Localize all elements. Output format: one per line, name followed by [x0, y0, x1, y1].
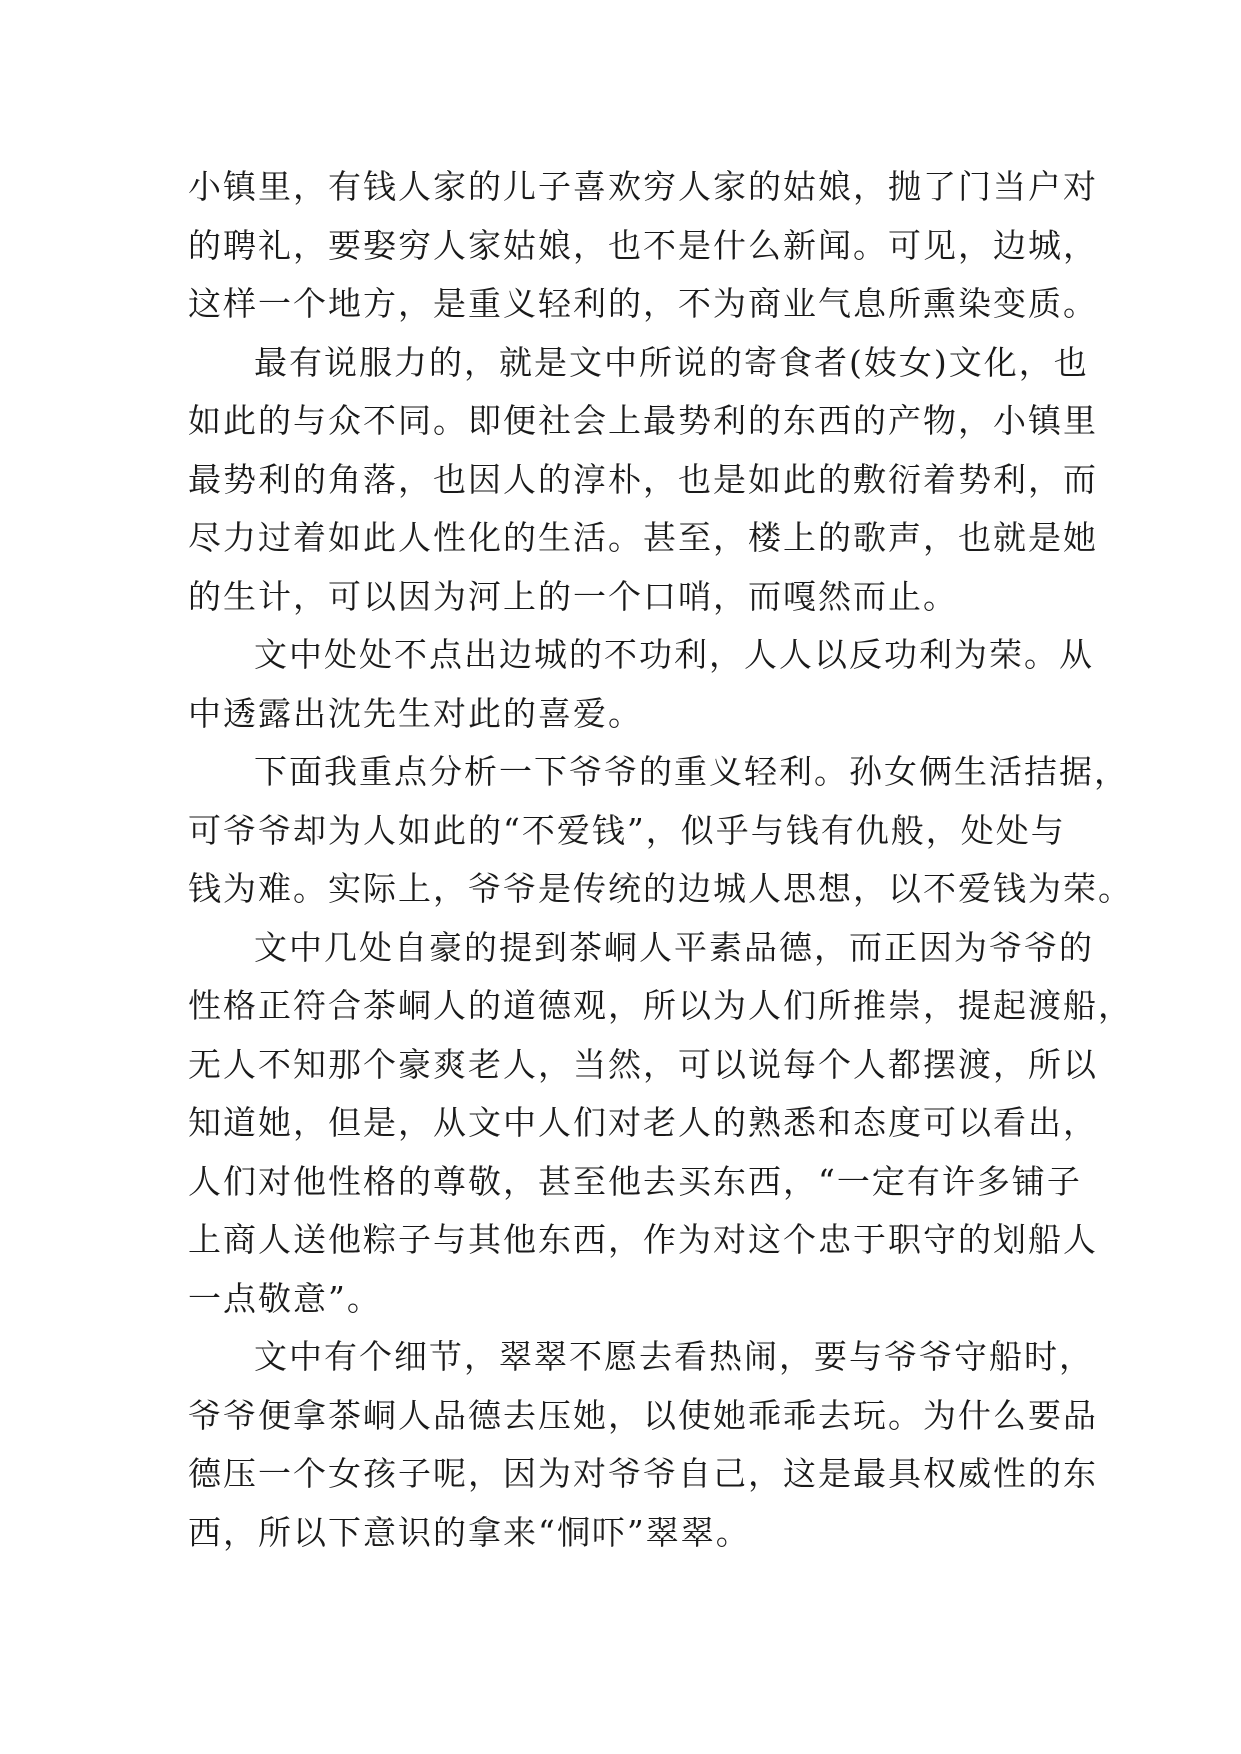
text-line: 这样一个地方，是重义轻利的，不为商业气息所熏染变质。: [188, 284, 1098, 323]
text-line: 如此的与众不同。即便社会上最势利的东西的产物，小镇里: [188, 401, 1098, 440]
paragraph: [188, 1328, 1098, 1562]
paragraph: [188, 626, 1094, 743]
paragraph: [188, 743, 1133, 919]
text-line: 西，所以下意识的拿来“恫吓”翠翠。: [188, 1512, 751, 1552]
paragraph: [188, 158, 1098, 334]
text-line: 无人不知那个豪爽老人，当然，可以说每个人都摆渡，所以: [188, 1044, 1098, 1084]
text-line: 文中有个细节，翠翠不愿去看热闹，要与爷爷守船时，: [254, 1337, 1094, 1376]
text-line: 人们对他性格的尊敬，甚至他去买东西，“一定有许多铺子: [188, 1161, 1082, 1201]
text-line: 文中几处自豪的提到茶峒人平素品德，而正因为爷爷的: [254, 927, 1094, 967]
text-line: 最势利的角落，也因人的淳朴，也是如此的敷衍着势利，而: [188, 459, 1098, 499]
text-line: 上商人送他粽子与其他东西，作为对这个忠于职守的划船人: [188, 1220, 1098, 1259]
text-line: 小镇里，有钱人家的儿子喜欢穷人家的姑娘，抛了门当户对: [188, 167, 1098, 206]
text-line: 中透露出沈先生对此的喜爱。: [188, 693, 643, 733]
text-line: 文中处处不点出边城的不功利，人人以反功利为荣。从: [254, 635, 1094, 674]
text-line: 的聘礼，要娶穷人家姑娘，也不是什么新闻。可见，边城，: [188, 225, 1098, 265]
paragraph: [188, 334, 1098, 627]
text-line: 下面我重点分析一下爷爷的重义轻利。孙女俩生活拮据，: [254, 752, 1129, 791]
document-body: [188, 158, 1133, 1562]
text-line: 一点敬意”。: [188, 1278, 382, 1318]
text-line: 钱为难。实际上，爷爷是传统的边城人思想，以不爱钱为荣。: [188, 869, 1133, 908]
text-line: 可爷爷却为人如此的“不爱钱”，似乎与钱有仇般，处处与: [188, 810, 1066, 850]
text-line: 尽力过着如此人性化的生活。甚至，楼上的歌声，也就是她: [188, 518, 1098, 557]
text-line: 德压一个女孩子呢，因为对爷爷自己，这是最具权威性的东: [188, 1454, 1098, 1493]
text-line: 知道她，但是，从文中人们对老人的熟悉和态度可以看出，: [188, 1103, 1098, 1142]
paragraph: [188, 919, 1133, 1329]
text-line: 性格正符合茶峒人的道德观，所以为人们所推崇，提起渡船，: [188, 986, 1133, 1025]
text-line: 的生计，可以因为河上的一个口哨，而嘎然而止。: [188, 576, 958, 616]
text-line: 爷爷便拿茶峒人品德去压她，以使她乖乖去玩。为什么要品: [188, 1395, 1098, 1435]
text-line: 最有说服力的，就是文中所说的寄食者(妓女)文化，也: [254, 342, 1089, 382]
